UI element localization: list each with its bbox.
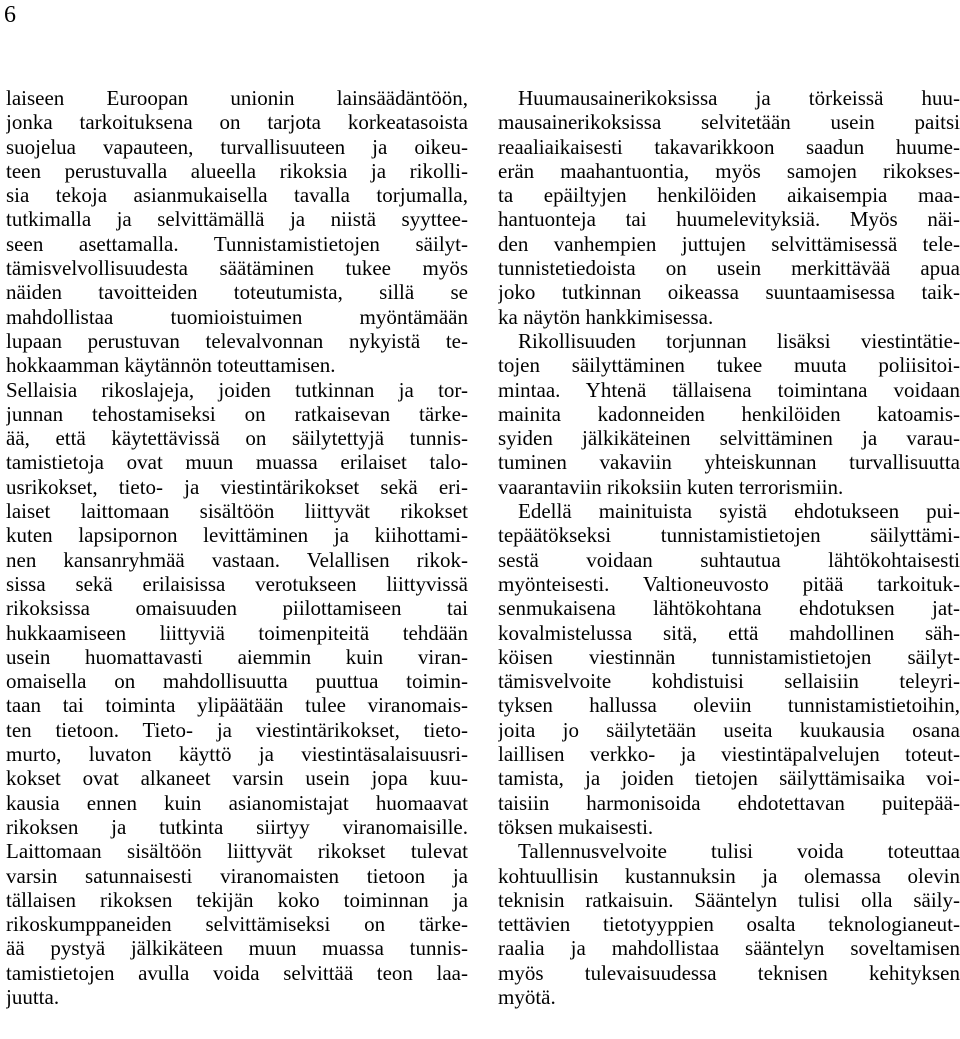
text-line: tyksen hallussa oleviin tunnistamistietoihin, <box>498 693 960 718</box>
text-line: Rikollisuuden torjunnan lisäksi viestintätie- <box>518 328 960 353</box>
text-line: vaarantaviin rikoksiin kuten terrorismiin. <box>498 474 844 499</box>
text-line: ta epäiltyjen henkilöiden aikaisempia maa- <box>498 183 960 208</box>
text-line: taan tai toiminta ylipäätään tulee viranomais- <box>6 693 468 718</box>
text-line: tuminen vakaviin yhteiskunnan turvallisuutta <box>498 450 960 475</box>
text-line: seen asettamalla. Tunnistamistietojen säilyt- <box>6 231 468 256</box>
text-line: juutta. <box>6 984 60 1009</box>
text-line: mintaa. Yhtenä tällaisena toimintana voidaan <box>498 377 960 402</box>
text-line: tällaisen rikoksen tekijän koko toiminnan ja <box>6 887 468 912</box>
text-line: laiset laittomaan sisältöön liittyvät rikokset <box>6 499 468 524</box>
text-line: sestä voidaan suhtautua lähtökohtaisesti <box>498 547 960 572</box>
text-line: joko tutkinnan oikeassa suuntaamisessa taik- <box>498 280 960 305</box>
text-line: näiden tavoitteiden toteutumista, sillä se <box>6 280 468 305</box>
text-line: Edellä mainituista syistä ehdotukseen pui- <box>518 499 960 524</box>
text-line: sissa sekä erilaisissa verotukseen liittyvissä <box>6 571 468 596</box>
text-line: teen perustuvalla alueella rikoksia ja rikolli- <box>6 158 468 183</box>
text-line: tutkimalla ja selvittämällä ja niistä syyttee- <box>6 207 468 232</box>
text-line: taisiin harmonisoida ehdotettavan puitepää- <box>498 790 960 815</box>
text-line: ää pystyä jälkikäteen muun muassa tunnis- <box>6 936 468 961</box>
text-line: ka näytön hankkimisessa. <box>498 304 714 329</box>
text-line: usein huomattavasti aiemmin kuin viran- <box>6 644 468 669</box>
text-line: syiden jälkikäteinen selvittäminen ja varau- <box>498 426 960 451</box>
text-line: myös tulevaisuudessa teknisen kehityksen <box>498 960 960 985</box>
text-line: kokset ovat alkaneet varsin usein jopa kuu- <box>6 766 468 791</box>
text-line: usrikokset, tieto- ja viestintärikokset sekä eri- <box>6 474 468 499</box>
text-line: kausia ennen kuin asianomistajat huomaavat <box>6 790 468 815</box>
text-line: senmukaisena lähtökohtana ehdotuksen jat- <box>498 596 960 621</box>
text-line: Laittomaan sisältöön liittyvät rikokset tulevat <box>6 839 468 864</box>
text-line: tämisvelvoite kohdistuisi sellaisiin teleyri- <box>498 669 960 694</box>
text-line: ää, että käytettävissä on säilytettyjä tunnis- <box>6 426 468 451</box>
text-line: tamistietoja ovat muun muassa erilaiset talo- <box>6 450 468 475</box>
text-line: tettävien tietotyyppien osalta teknologianeut- <box>498 912 960 937</box>
text-line: sia tekoja asianmukaisella tavalla torjumalla, <box>6 183 468 208</box>
text-line: rikoksissa omaisuuden piilottamiseen tai <box>6 596 468 621</box>
text-line: kovalmistelussa sitä, että mahdollinen säh- <box>498 620 960 645</box>
text-line: raalia ja mahdollistaa sääntelyn soveltamisen <box>498 936 960 961</box>
text-line: murto, luvaton käyttö ja viestintäsalaisuusri- <box>6 742 468 767</box>
text-line: Tallennusvelvoite tulisi voida toteuttaa <box>518 839 960 864</box>
text-line: kuten lapsipornon levittäminen ja kiihottami- <box>6 523 468 548</box>
text-line: lupaan perustuvan televalvonnan nykyistä te- <box>6 328 468 353</box>
text-line: jonka tarkoituksena on tarjota korkeatasoista <box>6 110 468 135</box>
text-line: töksen mukaisesti. <box>498 814 654 839</box>
text-line: mausainerikoksissa selvitetään usein paitsi <box>498 110 960 135</box>
text-line: tepäätökseksi tunnistamistietojen säilyttämi- <box>498 523 960 548</box>
text-line: tunnistetiedoista on usein merkittävää apua <box>498 256 960 281</box>
text-line: tämisvelvollisuudesta säätäminen tukee myös <box>6 256 468 281</box>
text-line: nen kansanryhmää vastaan. Velallisen rikok- <box>6 547 468 572</box>
text-line: den vanhempien juttujen selvittämisessä tele- <box>498 231 960 256</box>
text-line: erän maahantuontia, myös samojen rikokses- <box>498 158 960 183</box>
text-line: suojelua vapauteen, turvallisuuteen ja oikeu- <box>6 134 468 159</box>
text-line: hantuonteja tai huumelevityksiä. Myös näi- <box>498 207 960 232</box>
text-line: rikoskumppaneiden selvittämiseksi on tärke- <box>6 912 468 937</box>
left-text-column <box>6 86 468 1009</box>
page-number: 6 <box>4 2 16 28</box>
text-line: hukkaamiseen liittyviä toimenpiteitä tehdään <box>6 620 468 645</box>
text-line: rikoksen ja tutkinta siirtyy viranomaisille. <box>6 814 468 839</box>
text-line: Sellaisia rikoslajeja, joiden tutkinnan ja tor- <box>6 377 468 402</box>
text-line: laillisen verkko- ja viestintäpalvelujen toteut- <box>498 742 960 767</box>
text-line: mahdollistaa tuomioistuimen myöntämään <box>6 304 468 329</box>
text-line: hokkaamman käytännön toteuttamisen. <box>6 353 336 378</box>
text-line: myötä. <box>498 984 556 1009</box>
text-line: myönteisesti. Valtioneuvosto pitää tarkoituk- <box>498 571 960 596</box>
text-line: köisen viestinnän tunnistamistietojen säilyt- <box>498 644 960 669</box>
text-line: kohtuullisin kustannuksin ja olemassa olevin <box>498 863 960 888</box>
text-line: tojen säilyttäminen tukee muuta poliisitoi- <box>498 353 960 378</box>
text-line: tamistietojen avulla voida selvittää teon laa- <box>6 960 468 985</box>
text-line: laiseen Euroopan unionin lainsäädäntöön, <box>6 86 468 110</box>
text-line: ten tietoon. Tieto- ja viestintärikokset, tieto- <box>6 717 468 742</box>
text-line: varsin satunnaisesti viranomaisten tietoon ja <box>6 863 468 888</box>
text-line: joita jo säilytetään useita kuukausia osana <box>498 717 960 742</box>
text-line: mainita kadonneiden henkilöiden katoamis- <box>498 401 960 426</box>
right-text-column <box>498 86 960 1009</box>
text-line: tamista, ja joiden tietojen säilyttämisaika voi- <box>498 766 960 791</box>
text-line: omaisella on mahdollisuutta puuttua toimin- <box>6 669 468 694</box>
text-line: junnan tehostamiseksi on ratkaisevan tärke- <box>6 401 468 426</box>
text-line: teknisin ratkaisuin. Sääntelyn tulisi olla säily- <box>498 887 960 912</box>
text-line: Huumausainerikoksissa ja törkeissä huu- <box>518 86 960 110</box>
text-line: reaaliaikaisesti takavarikkoon saadun huume- <box>498 134 960 159</box>
